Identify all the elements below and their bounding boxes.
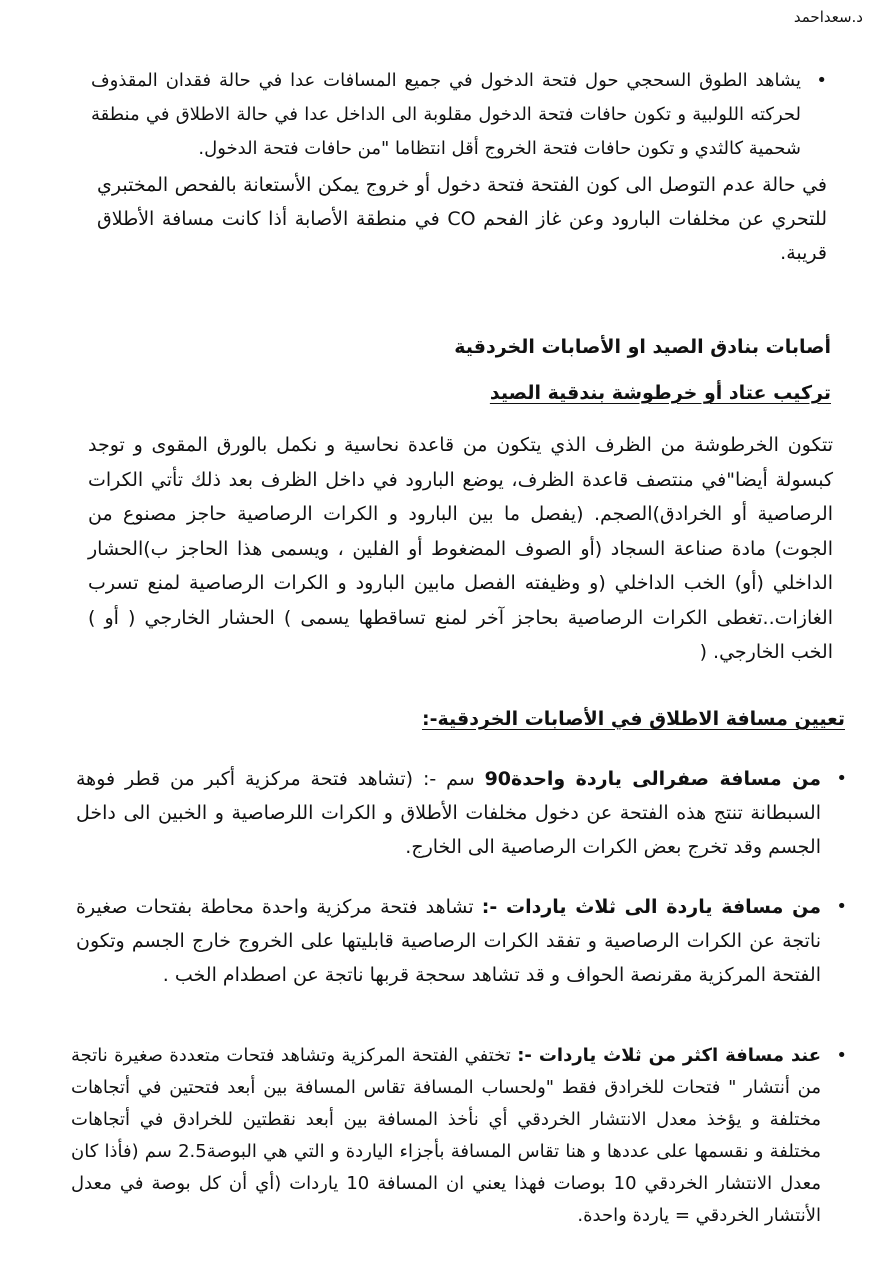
- range-item-3: [71, 1040, 847, 1232]
- range-item-text: [76, 762, 821, 864]
- range-title: تعيين مسافة الاطلاق في الأصابات الخردقية-:: [421, 708, 845, 730]
- range-item-text: [76, 890, 821, 992]
- intro-paragraph-text: في حالة عدم التوصل الى كون الفتحة فتحة دخول أو خروج يمكن الأستعانة بالفحص المختبري للتحري عن مخلفات البارود وعن غاز الفحم CO في منطقة الأصابة أذا كانت مسافة الأطلاق قريبة.: [97, 174, 827, 264]
- bullet-icon: •: [836, 1045, 847, 1066]
- subsection-title: تركيب عتاد أو خرطوشة بندقية الصيد: [489, 382, 831, 404]
- range-item-1: [76, 762, 847, 864]
- range-item-lead: من مسافة صفرالى ياردة واحدة90: [484, 768, 822, 790]
- intro-bullet: [91, 64, 827, 166]
- cartridge-text: تتكون الخرطوشة من الظرف الذي يتكون من قاعدة نحاسية و نكمل بالورق المقوى و توجد كبسولة أيضا"في منتصف قاعدة الظرف، يوضع البارود في داخل الظرف بعد ذلك تأتي الكرات الرصاصية أو الخرادق)الصجم. (يفصل ما بين البارود و الكرات الرصاصية حاجز مصنوع من الجوت) مادة صناعة السجاد (أو الصوف المضغوط أو الفلين ، ويسمى هذا الحاجز ب)الحشار الداخلي (أو) الخب الداخلي (و وظيفته الفصل مابين البارود و الكرات الرصاصية لمنع تسرب الغازات..تغطى الكرات الرصاصية بحاجز آخر لمنع تساقطها يسمى ) الحشار الخارجي ( أو ) الخب الخارجي. (: [88, 434, 833, 663]
- cartridge-paragraph: [88, 428, 833, 670]
- section-title: أصابات بنادق الصيد او الأصابات الخردقية: [454, 336, 831, 358]
- range-item-lead: عند مسافة اكثر من ثلاث ياردات -:: [517, 1045, 821, 1066]
- bullet-icon: •: [836, 896, 847, 917]
- bullet-icon: •: [816, 70, 827, 91]
- range-item-lead: من مسافة ياردة الى ثلاث ياردات -:: [481, 896, 821, 918]
- range-item-text: [71, 1040, 821, 1232]
- range-item-body: سم -: (تشاهد فتحة مركزية أكبر من قطر فوهة السبطانة تنتج هذه الفتحة عن دخول مخلفات الأطلاق و الكرات اللرصاصية و الخبين الى داخل الجسم وقد تخرج بعض الكرات الرصاصية الى الخارج.: [76, 768, 821, 858]
- range-item-body: تشاهد فتحة مركزية واحدة محاطة بفتحات صغيرة ناتجة عن الكرات الرصاصية و تفقد الكرات الرصاصية قابليتها على الخروج خارج الجسم وتكون الفتحة المركزية مقرنصة الحواف و قد تشاهد سحجة قربها ناتجة عن اصطدام الخب .: [76, 896, 821, 986]
- range-item-2: [76, 890, 847, 992]
- bullet-icon: •: [836, 768, 847, 789]
- range-item-body: تختفي الفتحة المركزية وتشاهد فتحات متعددة صغيرة ناتجة من أنتشار " فتحات للخرادق فقط "ولحساب المسافة تقاس المسافة بين أبعد فتحتين في أتجاهات مختلفة و يؤخذ معدل الانتشار الخردقي أي نأخذ المسافة بين أبعد نقطتين للخرادق في أتجاهات مختلفة و نقسمها على عددها و هنا تقاس المسافة بأجزاء الياردة و التي هي البوصة2.5 سم (فأذا كان معدل الانتشار الخردقي 10 بوصات فهذا يعني ان المسافة 10 ياردات (أي أن كل بوصة في معدل الأنتشار الخردقي = ياردة واحدة.: [71, 1045, 822, 1226]
- intro-paragraph: [97, 168, 827, 270]
- intro-bullet-text: يشاهد الطوق السحجي حول فتحة الدخول في جميع المسافات عدا في حالة فقدان المقذوف لحركته اللولبية و تكون حافات فتحة الدخول مقلوبة الى الداخل عدا في حالة الاطلاق في منطقة شحمية كالثدي و تكون حافات فتحة الخروج أقل انتظاما "من حافات فتحة الدخول.: [91, 70, 801, 159]
- author-name: د.سعداحمد: [793, 8, 863, 26]
